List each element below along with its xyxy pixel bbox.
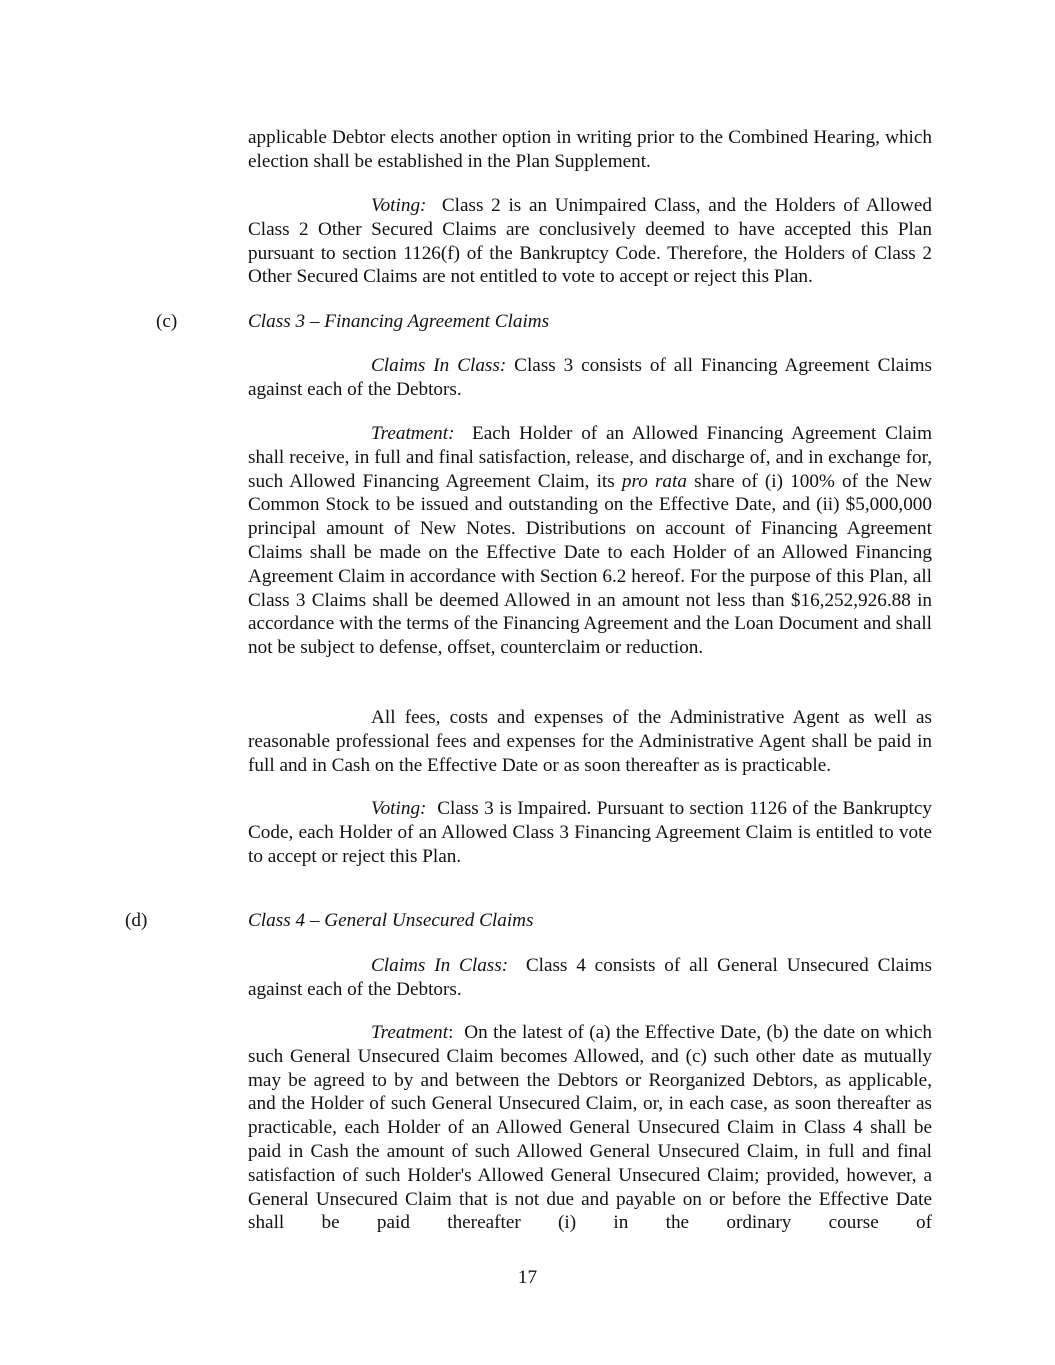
section-c-title: Class 3 – Financing Agreement Claims	[248, 311, 550, 332]
paragraph-class4-treatment	[248, 1021, 932, 1235]
paragraph-class3-fees	[248, 706, 932, 777]
paragraph-plan-supplement	[248, 126, 932, 174]
paragraph-text: On the latest of (a) the Effective Date, (b) the date on which such General Unsecured Claim becomes Allowed, and (c) such other date as mutually may be agreed to by and between the Debtors or Reorganized Debtors, as applicable, and the Holder of such General Unsecured Claim, or, in each case, as soon thereafter as practicable, each Holder of an Allowed General Unsecured Claim in Class 4 shall be paid in Cash the amount of such Allowed General Unsecured Claim, in full and final satisfaction of such Holder's Allowed General Unsecured Claim; provided, however, a General Unsecured Claim that is not due and payable on or before the Effective Date shall be paid thereafter (i) in the ordinary course of	[248, 1022, 933, 1234]
section-d-label: (d)	[125, 910, 148, 931]
claims-in-class-label: Claims In Class:	[371, 355, 507, 376]
voting-label: Voting:	[371, 798, 427, 819]
paragraph-class3-voting	[248, 797, 932, 868]
page-number: 17	[517, 1267, 538, 1288]
paragraph-text: Class 2 is an Unimpaired Class, and the Holders of Allowed Class 2 Other Secured Claims are conclusively deemed to have accepted this Plan pursuant to section 1126(f) of the Bankruptcy Code. Therefore, the Holders of Class 2 Other Secured Claims are not entitled to vote to accept or reject this Plan.	[248, 195, 933, 288]
paragraph-text: Class 4 consists of all General Unsecured Claims against each of the Debtors.	[248, 955, 932, 1000]
section-c-label: (c)	[156, 311, 178, 332]
paragraph-text: All fees, costs and expenses of the Administrative Agent as well as reasonable professional fees and expenses for the Administrative Agent shall be paid in full and in Cash on the Effective Date or as soon thereafter as is practicable.	[248, 707, 932, 776]
treatment-colon: :	[448, 1022, 454, 1043]
paragraph-class3-treatment	[248, 422, 932, 660]
paragraph-class2-voting	[248, 194, 932, 289]
paragraph-class3-claims	[248, 354, 932, 402]
pro-rata-term: pro rata	[621, 470, 687, 492]
paragraph-text: Class 3 is Impaired. Pursuant to section 1126 of the Bankruptcy Code, each Holder of an Allowed Class 3 Financing Agreement Claim is entitled to vote to accept or reject this Plan.	[248, 798, 932, 867]
treatment-label: Treatment	[371, 1022, 449, 1043]
claims-in-class-label: Claims In Class:	[371, 955, 509, 976]
voting-label: Voting:	[371, 195, 427, 216]
paragraph-text: share of (i) 100% of the New Common Stock to be issued and outstanding on the Effective Date, and (ii) $5,000,000 principal amount of New Notes. Distributions on account of Financing Agreement Claims shall be made on the Effective Date to each Holder of an Allowed Financing Agreement Claim in accordance with Section 6.2 hereof. For the purpose of this Plan, all Class 3 Claims shall be deemed Allowed in an amount not less than $16,252,926.88 in accordance with the terms of the Financing Agreement and the Loan Document and shall not be subject to defense, offset, counterclaim or reduction.	[248, 470, 933, 659]
paragraph-text: Each Holder of an Allowed Financing Agreement Claim shall receive, in full and final satisfaction, release, and discharge of, and in exchange for, such Allowed Financing Agreement Claim, its	[248, 423, 933, 492]
section-d-title: Class 4 – General Unsecured Claims	[248, 910, 534, 931]
treatment-label: Treatment:	[371, 423, 455, 444]
paragraph-class4-claims	[248, 954, 932, 1002]
paragraph-text: applicable Debtor elects another option in writing prior to the Combined Hearing, which election shall be established in the Plan Supplement.	[248, 127, 932, 172]
paragraph-text: Class 3 consists of all Financing Agreement Claims against each of the Debtors.	[248, 355, 932, 400]
